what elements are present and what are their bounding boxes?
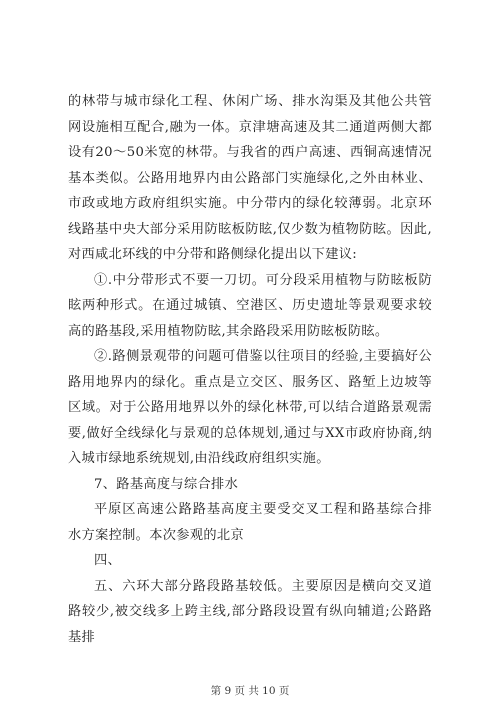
paragraph-ring-roads: 五、六环大部分路段路基较低。主要原因是横向交叉道路较少,被交线多上跨主线,部分路段设置有纵向辅道;公路路基排: [68, 578, 432, 645]
document-body: [68, 89, 432, 650]
paragraph-four: 四、: [94, 553, 122, 568]
paragraph-subgrade-height: 平原区高速公路路基高度主要受交叉工程和路基综合排水方案控制。本次参观的北京: [68, 502, 432, 543]
paragraph-roadside-suggestion: ②.路侧景观带的问题可借鉴以往项目的经验,主要搞好公路用地界内的绿化。重点是立交区、服务区、路堑上边坡等区域。对于公路用地界以外的绿化林带,可以结合道路景观需要,做好全线绿化与景观的总体规划,通过与XX市政府协商,纳入城市绿地系统规划,由沿线政府组织实施。: [68, 349, 432, 466]
page-number-footer: 第 9 页 共 10 页: [210, 685, 290, 697]
paragraph-greenbelt-intro: 的林带与城市绿化工程、休闲广场、排水沟渠及其他公共管网设施相互配合,融为一体。京津塘高速及其二通道两侧大都设有20～50米宽的林带。与我省的西户高速、西铜高速情况基本类似。公路用地界内由公路部门实施绿化,之外由林业、市政或地方政府组织实施。中分带内的绿化较薄弱。北京环线路基中央大部分采用防眩板防眩,仅少数为植物防眩。因此,对西咸北环线的中分带和路侧绿化提出以下建议:: [68, 94, 432, 262]
paragraph-median-suggestion: ①.中分带形式不要一刀切。可分段采用植物与防眩板防眩两种形式。在通过城镇、空港区、历史遗址等景观要求较高的路基段,采用植物防眩,其余路段采用防眩板防眩。: [68, 272, 432, 339]
section-heading-subgrade: 7、路基高度与综合排水: [94, 476, 239, 492]
